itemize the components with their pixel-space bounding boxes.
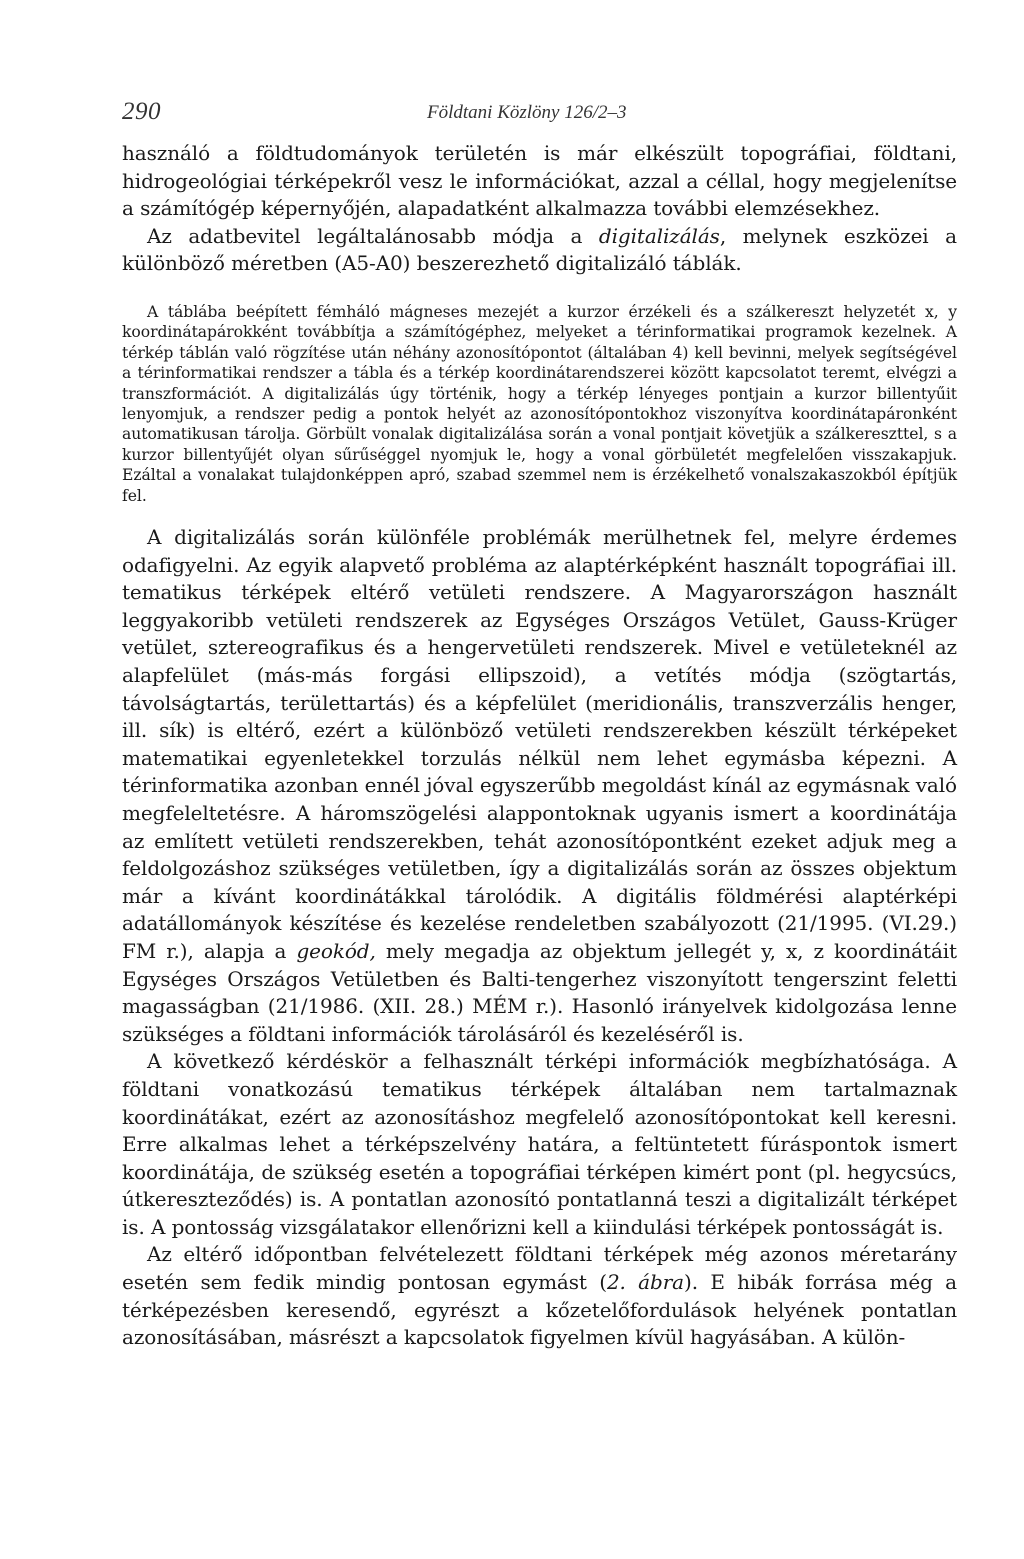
journal-title: Földtani Közlöny 126/2–3	[427, 102, 627, 123]
paragraph-text: használó a földtudományok területén is már elkészült topográfiai, földtani, hidrogeológiai térképekről vesz le információkat, azzal a céllal, hogy megjelenítse a számítógép képernyőjén, alapadatként alkalmazza további elemzésekhez.	[122, 141, 957, 221]
paragraph-maps	[122, 1241, 957, 1351]
paragraph-continued	[122, 140, 957, 223]
document-page	[122, 98, 957, 1352]
running-header	[122, 98, 957, 132]
paragraph-text: mely megadja az objektum jellegét y, x, z koordinátáit Egységes Országos Vetületben és Balti-tengerhez viszonyított tengerszint feletti magasságban (21/1986. (XII. 28.) MÉM r.). Hasonló irányelvek kidolgozása lenne szükséges a földtani információk tárolásáról és kezeléséről is.	[122, 938, 957, 1046]
emphasis-term: digitalizálás	[598, 223, 720, 248]
paragraph-text: Az adatbevitel legáltalánosabb módja a	[147, 223, 599, 248]
page-number: 290	[122, 98, 161, 125]
paragraph-text: , melynek eszközei a különböző méretben (A5-A0) beszerezhető digitalizáló táblák.	[122, 223, 957, 276]
small-print-paragraph: A táblába beépített fémháló mágneses mezejét a kurzor érzékeli és a szálkereszt helyzetét x, y koordinátapárokként továbbítja a számítógéphez, melyeket a térinformatikai programok kezelnek. A térkép táblán való rögzítése után néhány azonosítópontot (általában 4) kell bevinni, melyek segítségével a térinformatikai rendszer a tábla és a térkép koordinátarendszerei között kapcsolatot teremt, elvégzi a transzformációt. A digitalizálás úgy történik, hogy a térkép lényeges pontjain a kurzor billentyűit lenyomjuk, a rendszer pedig a pontok helyét az azonosítópontokhoz viszonyítva koordinátapáronként automatikusan tárolja. Görbült vonalak digitalizálása során a vonal pontjait követjük a szálkereszttel, s a kurzor billentyűjét olyan sűrűséggel nyomjuk le, hogy a vonal görbületét megfelelően visszakapjuk. Ezáltal a vonalakat tulajdonképpen apró, szabad szemmel nem is érzékelhető vonalszakaszokból építjük fel.	[122, 302, 957, 505]
paragraph-text: A digitalizálás során különféle problémák merülhetnek fel, melyre érdemes odafigyelni. Az egyik alapvető probléma az alaptérképként használt topográfiai ill. tematikus térképek eltérő vetületi rendszere. A Magyarországon használt leggyakoribb vetületi rendszerek az Egységes Országos Vetület, Gauss-Krüger vetület, sztereografikus és a hengervetületi rendszerek. Mivel e vetületeknél az alapfelület (más-más forgási ellipszoid), a vetítés módja (szögtartás, távolságtartás, területtartás) és a képfelület (meridionális, transzverzális henger, ill. sík) is eltérő, ezért a különböző vetületi rendszerekben készült térképeket matematikai egyenletekkel torzulás nélkül nem lehet egymásba képezni. A térinformatika azonban ennél jóval egyszerűbb megoldást kínál az egymásnak való megfeleltetésre. A háromszögelési alappontoknak ugyanis ismert a koordinátája az említett vetületi rendszerekben, tehát azonosítópontként ezeket adjuk meg a feldolgozáshoz szükséges vetületben, így a digitalizálás során az összes objektum már a kívánt koordinátákkal tárolódik. A digitális földmérési alaptérképi adatállományok készítése és kezelése rendeletben szabályozott (21/1995. (VI.29.) FM r.), alapja a	[122, 525, 957, 963]
paragraph-projection	[122, 524, 957, 1048]
paragraph-reliability: A következő kérdéskör a felhasznált térképi információk megbízhatósága. A földtani vonatkozású tematikus térképek általában nem tartalmaznak koordinátákat, ezért az azonosításhoz megfelelő azonosítópontokat kell keresni. Erre alkalmas lehet a térképszelvény határa, a feltüntetett fúráspontok ismert koordinátája, de szükség esetén a topográfiai térképen kimért pont (pl. hegycsúcs, útkereszteződés) is. A pontatlan azonosító pontatlanná teszi a digitalizált térképet is. A pontosság vizsgálatakor ellenőrizni kell a kiindulási térképek pontosságát is.	[122, 1049, 957, 1239]
paragraph-text: ). E hibák forrása még a térképezésben keresendő, egyrészt a kőzetelőfordulások helyének pontatlan azonosításában, másrészt a kapcsolatok figyelmen kívül hagyásában. A külön-	[122, 1270, 957, 1350]
paragraph-data-input	[122, 223, 957, 278]
figure-reference: 2. ábra	[606, 1270, 684, 1295]
emphasis-term: geokód,	[296, 938, 376, 963]
paragraph-text: Az eltérő időpontban felvételezett földtani térképek még azonos méretarány esetén sem fedik mindig pontosan egymást (	[122, 1242, 957, 1295]
